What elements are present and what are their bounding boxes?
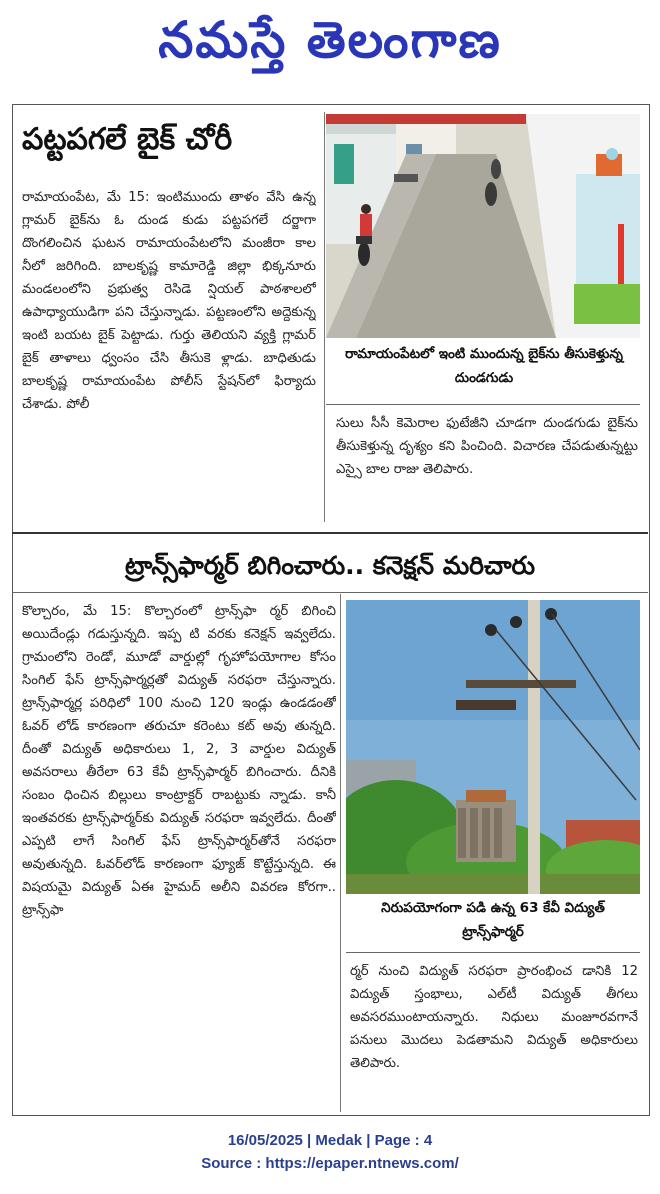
column-divider-2	[340, 594, 341, 1112]
column-divider	[324, 112, 325, 522]
footer-source: Source : https://epaper.ntnews.com/	[201, 1155, 459, 1172]
headline-underline	[12, 592, 648, 593]
masthead-title: నమస్తే తెలంగాణ	[158, 10, 502, 69]
masthead	[0, 0, 660, 92]
story1-body-right: సులు సీసీ కెమెరాల ఫుటేజీని చూడగా దుండగుడు బైక్‌ను తీసుకెళ్తున్న దృశ్యం కని పించింది. విచారణ చేపడుతున్నట్టు ఎస్సై బాల రాజు తెలిపారు.	[336, 416, 638, 477]
caption-separator-2	[346, 952, 640, 953]
footer-dateline: 16/05/2025 | Medak | Page : 4	[227, 1132, 433, 1149]
story2-headline: ట్రాన్స్‌ఫార్మర్ బిగించారు.. కనెక్షన్ మరిచారు	[124, 551, 536, 580]
story2-body-left: కొల్చారం, మే 15: కొల్చారంలో ట్రాన్స్‌ఫా ర్మర్ బిగించి అయిదేండ్లు గడుస్తున్నది. ఇప్ప టి వరకు కనెక్షన్ ఇవ్వలేదు. గ్రామంలోని రెండో, మూడో వార్డుల్లో గృహోపయోగాల కోసం సింగిల్ ఫేస్ ట్రాన్స్‌ఫార్మర్లతో విద్యుత్ సరఫరా చేస్తున్నారు. ట్రాన్స్‌ఫార్మర్ల పరిధిలో 100 నుంచి 120 ఇండ్లు ఉండడంతో ఓవర్ లోడ్ కారణంగా తరుచూ కరెంటు కట్ అవు తున్నది. దీంతో విద్యుత్ అధికారులు 1, 2, 3 వార్డుల విద్యుత్ అవసరాలు తీరేలా 63 కేవీ ట్రాన్స్‌ఫార్మర్ బిగించారు. దీనికి సంబం ధించిన బిల్లులు కాంట్రాక్టర్ రాబట్టుకు న్నాడు. కానీ ఇంతవరకు ట్రాన్స్‌ఫార్మర్‌కు విద్యుత్ సరఫరా ఇవ్వలేదు. దీంతో ఎప్పటి లాగే సింగిల్ ఫేస్ ట్రాన్స్‌ఫార్మర్‌తోనే సరఫరా అవుతున్నది. ఓవర్‌లోడ్ కారణంగా ఫ్యూజ్ కొట్టేస్తున్నది. ఈ విషయమై విద్యుత్ ఏఈ హైమద్ అలీని వివరణ కోరగా.. ట్రాన్స్‌ఫా	[22, 604, 336, 918]
story1-body-left: రామాయంపేట, మే 15: ఇంటిముందు తాళం వేసి ఉన్న గ్లామర్ బైక్‌ను ఓ దుండ కుడు పట్టపగలే దర్జాగా దొంగలించిన ఘటన రామాయంపేటలోని మంజీరా కాల నీలో జరిగింది. బాలకృష్ణ కామారెడ్డి జిల్లా భిక్కనూరు మండలంలోని ప్రభుత్వ రెసిడె న్షియల్ పాఠశాలలో ఉపాధ్యాయుడిగా పని చేస్తున్నాడు. పట్టణంలోని అద్దెకున్న ఇంటి బయట బైక్ పెట్టాడు. గుర్తు తెలియని వ్యక్తి గ్లామర్ బైక్ తాళాలు ధ్వంసం చేసి తీసుకె ళ్లాడు. బాధితుడు బాలకృష్ణ రామాయంపేట పోలీస్ స్టేషన్‌లో ఫిర్యాదు చేశాడు. పోలీ	[22, 190, 316, 412]
caption-separator	[326, 404, 640, 405]
story-divider	[12, 532, 648, 534]
story1-headline: పట్టపగలే బైక్ చోరీ	[22, 122, 233, 157]
bike-theft-photo	[326, 114, 640, 338]
transformer-photo	[346, 600, 640, 894]
story2-body-right: ర్మర్ నుంచి విద్యుత్ సరఫరా ప్రారంభించ డానికి 12 విద్యుత్ స్తంభాలు, ఎల్‌టీ విద్యుత్ తీగలు అవసరముంటాయన్నారు. నిధులు మంజూరవగానే పనులు మొదలు పెడతామని విద్యుత్ అధికారులు తెలిపారు.	[350, 964, 638, 1071]
story2-photo-caption: నిరుపయోగంగా పడి ఉన్న 63 కేవీ విద్యుత్ ట్రాన్స్‌ఫార్మర్	[381, 900, 605, 940]
story1-photo-caption: రామాయంపేటలో ఇంటి ముందున్న బైక్‌ను తీసుకెళ్తున్న దుండగుడు	[345, 346, 623, 386]
